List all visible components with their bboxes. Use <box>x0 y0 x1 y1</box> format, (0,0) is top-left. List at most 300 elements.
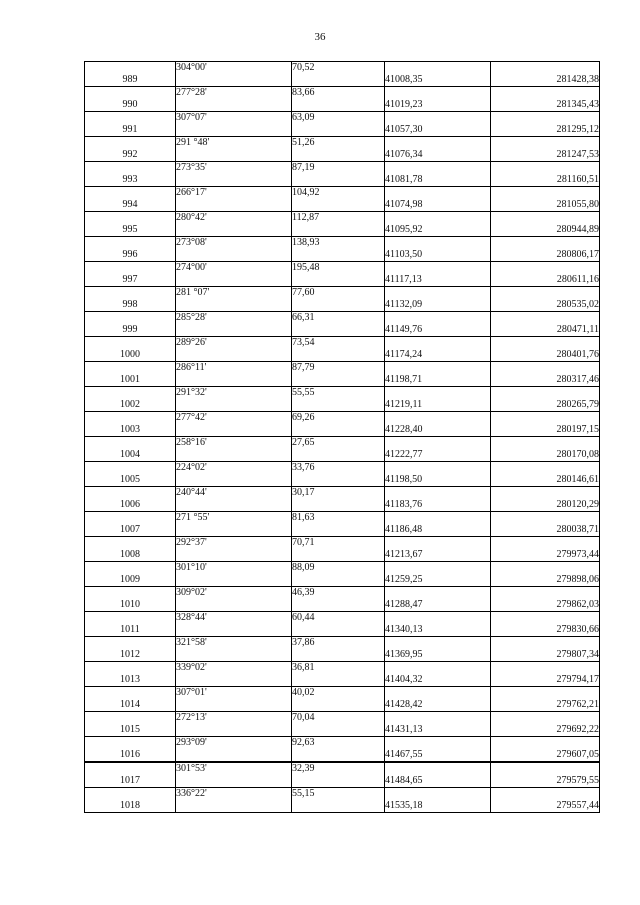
direction-angle-cell: 281 °07' <box>176 287 292 300</box>
x-coordinate-cell <box>385 337 491 350</box>
segment-row <box>85 687 600 700</box>
point-number-cell <box>85 412 176 425</box>
direction-angle-cell <box>176 549 292 562</box>
x-coordinate-cell <box>385 287 491 300</box>
distance-cell: 87,79 <box>292 362 385 375</box>
y-coordinate-cell <box>491 537 600 550</box>
distance-cell: 77,60 <box>292 287 385 300</box>
x-coordinate-cell <box>385 788 491 801</box>
point-row <box>85 99 600 112</box>
point-number-cell: 997 <box>85 274 176 287</box>
x-coordinate-cell <box>385 512 491 525</box>
segment-row <box>85 337 600 350</box>
point-row <box>85 474 600 487</box>
x-coordinate-cell: 41019,23 <box>385 99 491 112</box>
point-row <box>85 449 600 462</box>
direction-angle-cell <box>176 499 292 512</box>
point-number-cell: 1004 <box>85 449 176 462</box>
distance-cell: 195,48 <box>292 262 385 275</box>
distance-cell <box>292 149 385 162</box>
point-number-cell <box>85 212 176 225</box>
y-coordinate-cell: 279973,44 <box>491 549 600 562</box>
distance-cell <box>292 74 385 87</box>
point-row <box>85 800 600 813</box>
distance-cell: 36,81 <box>292 662 385 675</box>
point-row <box>85 749 600 762</box>
x-coordinate-cell: 41095,92 <box>385 224 491 237</box>
y-coordinate-cell: 280265,79 <box>491 399 600 412</box>
y-coordinate-cell <box>491 237 600 250</box>
x-coordinate-cell: 41081,78 <box>385 174 491 187</box>
y-coordinate-cell <box>491 687 600 700</box>
distance-cell: 32,39 <box>292 762 385 775</box>
direction-angle-cell <box>176 424 292 437</box>
x-coordinate-cell <box>385 662 491 675</box>
direction-angle-cell: 286°11' <box>176 362 292 375</box>
point-number-cell: 1013 <box>85 674 176 687</box>
direction-angle-cell: 291 °48' <box>176 137 292 150</box>
y-coordinate-cell <box>491 287 600 300</box>
distance-cell: 70,52 <box>292 62 385 75</box>
point-number-cell: 1001 <box>85 374 176 387</box>
y-coordinate-cell <box>491 162 600 175</box>
point-number-cell: 998 <box>85 299 176 312</box>
distance-cell <box>292 249 385 262</box>
point-number-cell <box>85 162 176 175</box>
point-row <box>85 649 600 662</box>
x-coordinate-cell: 41183,76 <box>385 499 491 512</box>
y-coordinate-cell <box>491 87 600 100</box>
distance-cell: 138,93 <box>292 237 385 250</box>
point-row <box>85 574 600 587</box>
y-coordinate-cell <box>491 62 600 75</box>
x-coordinate-cell <box>385 112 491 125</box>
distance-cell <box>292 499 385 512</box>
point-number-cell: 1005 <box>85 474 176 487</box>
point-row <box>85 299 600 312</box>
y-coordinate-cell: 280038,71 <box>491 524 600 537</box>
point-number-cell <box>85 137 176 150</box>
direction-angle-cell: 277°28' <box>176 87 292 100</box>
distance-cell: 70,71 <box>292 537 385 550</box>
distance-cell <box>292 524 385 537</box>
segment-row <box>85 462 600 475</box>
point-number-cell: 1010 <box>85 599 176 612</box>
direction-angle-cell: 285°28' <box>176 312 292 325</box>
direction-angle-cell: 307°07' <box>176 112 292 125</box>
point-number-cell <box>85 237 176 250</box>
distance-cell <box>292 649 385 662</box>
point-number-cell <box>85 562 176 575</box>
point-number-cell <box>85 362 176 375</box>
point-number-cell <box>85 587 176 600</box>
y-coordinate-cell <box>491 762 600 775</box>
direction-angle-cell <box>176 674 292 687</box>
distance-cell: 63,09 <box>292 112 385 125</box>
x-coordinate-cell <box>385 412 491 425</box>
x-coordinate-cell <box>385 187 491 200</box>
direction-angle-cell: 304°00' <box>176 62 292 75</box>
point-number-cell <box>85 187 176 200</box>
segment-row <box>85 762 600 775</box>
point-row <box>85 74 600 87</box>
point-number-cell: 1009 <box>85 574 176 587</box>
y-coordinate-cell <box>491 137 600 150</box>
point-number-cell: 1014 <box>85 699 176 712</box>
distance-cell <box>292 99 385 112</box>
y-coordinate-cell <box>491 187 600 200</box>
y-coordinate-cell: 279898,06 <box>491 574 600 587</box>
point-row <box>85 174 600 187</box>
point-number-cell <box>85 788 176 801</box>
direction-angle-cell <box>176 775 292 788</box>
x-coordinate-cell: 41008,35 <box>385 74 491 87</box>
direction-angle-cell: 273°35' <box>176 162 292 175</box>
point-row <box>85 524 600 537</box>
segment-row <box>85 137 600 150</box>
point-row <box>85 599 600 612</box>
x-coordinate-cell <box>385 212 491 225</box>
point-number-cell: 994 <box>85 199 176 212</box>
direction-angle-cell <box>176 574 292 587</box>
y-coordinate-cell: 281345,43 <box>491 99 600 112</box>
segment-row <box>85 87 600 100</box>
point-number-cell <box>85 462 176 475</box>
direction-angle-cell: 293°09' <box>176 737 292 750</box>
point-number-cell <box>85 437 176 450</box>
distance-cell <box>292 800 385 813</box>
distance-cell: 88,09 <box>292 562 385 575</box>
y-coordinate-cell <box>491 387 600 400</box>
distance-cell: 83,66 <box>292 87 385 100</box>
direction-angle-cell: 277°42' <box>176 412 292 425</box>
distance-cell <box>292 274 385 287</box>
y-coordinate-cell: 279579,55 <box>491 775 600 788</box>
distance-cell: 104,92 <box>292 187 385 200</box>
distance-cell <box>292 599 385 612</box>
x-coordinate-cell <box>385 237 491 250</box>
segment-row <box>85 437 600 450</box>
distance-cell <box>292 299 385 312</box>
point-number-cell: 990 <box>85 99 176 112</box>
distance-cell: 40,02 <box>292 687 385 700</box>
y-coordinate-cell <box>491 737 600 750</box>
y-coordinate-cell: 280806,17 <box>491 249 600 262</box>
segment-row <box>85 537 600 550</box>
point-row <box>85 349 600 362</box>
y-coordinate-cell <box>491 512 600 525</box>
point-number-cell <box>85 62 176 75</box>
x-coordinate-cell: 41198,50 <box>385 474 491 487</box>
x-coordinate-cell: 41198,71 <box>385 374 491 387</box>
direction-angle-cell <box>176 800 292 813</box>
y-coordinate-cell <box>491 562 600 575</box>
y-coordinate-cell <box>491 312 600 325</box>
direction-angle-cell: 309°02' <box>176 587 292 600</box>
y-coordinate-cell: 281160,51 <box>491 174 600 187</box>
point-number-cell: 1018 <box>85 800 176 813</box>
direction-angle-cell <box>176 124 292 137</box>
point-number-cell: 1016 <box>85 749 176 762</box>
page-number: 36 <box>314 31 326 43</box>
segment-row <box>85 587 600 600</box>
distance-cell <box>292 775 385 788</box>
x-coordinate-cell: 41467,55 <box>385 749 491 762</box>
x-coordinate-cell: 41259,25 <box>385 574 491 587</box>
direction-angle-cell <box>176 74 292 87</box>
x-coordinate-cell <box>385 437 491 450</box>
segment-row <box>85 162 600 175</box>
distance-cell: 46,39 <box>292 587 385 600</box>
distance-cell: 81,63 <box>292 512 385 525</box>
x-coordinate-cell <box>385 612 491 625</box>
x-coordinate-cell <box>385 387 491 400</box>
distance-cell <box>292 674 385 687</box>
x-coordinate-cell: 41149,76 <box>385 324 491 337</box>
segment-row <box>85 412 600 425</box>
direction-angle-cell <box>176 474 292 487</box>
point-number-cell: 995 <box>85 224 176 237</box>
point-row <box>85 424 600 437</box>
point-row <box>85 124 600 137</box>
y-coordinate-cell <box>491 462 600 475</box>
point-number-cell: 1017 <box>85 775 176 788</box>
x-coordinate-cell: 41369,95 <box>385 649 491 662</box>
point-number-cell: 1007 <box>85 524 176 537</box>
distance-cell <box>292 199 385 212</box>
point-row <box>85 499 600 512</box>
x-coordinate-cell <box>385 62 491 75</box>
segment-row <box>85 287 600 300</box>
point-number-cell <box>85 662 176 675</box>
coordinates-table-body <box>85 62 600 813</box>
distance-cell <box>292 399 385 412</box>
x-coordinate-cell: 41228,40 <box>385 424 491 437</box>
point-row <box>85 399 600 412</box>
segment-row <box>85 788 600 801</box>
y-coordinate-cell <box>491 112 600 125</box>
point-row <box>85 324 600 337</box>
y-coordinate-cell: 280197,15 <box>491 424 600 437</box>
segment-row <box>85 312 600 325</box>
point-number-cell <box>85 337 176 350</box>
point-row <box>85 274 600 287</box>
distance-cell: 60,44 <box>292 612 385 625</box>
direction-angle-cell: 301°10' <box>176 562 292 575</box>
x-coordinate-cell: 41288,47 <box>385 599 491 612</box>
distance-cell <box>292 224 385 237</box>
y-coordinate-cell: 281428,38 <box>491 74 600 87</box>
point-number-cell: 1012 <box>85 649 176 662</box>
x-coordinate-cell <box>385 462 491 475</box>
point-row <box>85 674 600 687</box>
segment-row <box>85 187 600 200</box>
distance-cell: 30,17 <box>292 487 385 500</box>
point-number-cell: 1006 <box>85 499 176 512</box>
direction-angle-cell <box>176 274 292 287</box>
distance-cell: 73,54 <box>292 337 385 350</box>
distance-cell <box>292 474 385 487</box>
segment-row <box>85 212 600 225</box>
y-coordinate-cell: 280146,61 <box>491 474 600 487</box>
x-coordinate-cell: 41535,18 <box>385 800 491 813</box>
x-coordinate-cell: 41074,98 <box>385 199 491 212</box>
direction-angle-cell: 291°32' <box>176 387 292 400</box>
direction-angle-cell: 301°53' <box>176 762 292 775</box>
direction-angle-cell <box>176 724 292 737</box>
direction-angle-cell: 272°13' <box>176 712 292 725</box>
y-coordinate-cell <box>491 662 600 675</box>
point-row <box>85 724 600 737</box>
point-number-cell <box>85 287 176 300</box>
coordinates-table <box>84 61 600 813</box>
point-number-cell <box>85 487 176 500</box>
direction-angle-cell: 273°08' <box>176 237 292 250</box>
distance-cell: 27,65 <box>292 437 385 450</box>
direction-angle-cell <box>176 624 292 637</box>
x-coordinate-cell: 41103,50 <box>385 249 491 262</box>
y-coordinate-cell <box>491 487 600 500</box>
distance-cell: 87,19 <box>292 162 385 175</box>
distance-cell <box>292 699 385 712</box>
y-coordinate-cell: 279557,44 <box>491 800 600 813</box>
point-number-cell: 1003 <box>85 424 176 437</box>
point-row <box>85 549 600 562</box>
direction-angle-cell <box>176 224 292 237</box>
distance-cell <box>292 574 385 587</box>
point-number-cell: 996 <box>85 249 176 262</box>
direction-angle-cell <box>176 199 292 212</box>
segment-row <box>85 737 600 750</box>
direction-angle-cell: 258°16' <box>176 437 292 450</box>
x-coordinate-cell <box>385 762 491 775</box>
distance-cell <box>292 449 385 462</box>
x-coordinate-cell: 41222,77 <box>385 449 491 462</box>
point-row <box>85 224 600 237</box>
y-coordinate-cell: 280170,08 <box>491 449 600 462</box>
y-coordinate-cell <box>491 212 600 225</box>
x-coordinate-cell <box>385 137 491 150</box>
point-number-cell: 1011 <box>85 624 176 637</box>
segment-row <box>85 62 600 75</box>
x-coordinate-cell <box>385 162 491 175</box>
direction-angle-cell: 266°17' <box>176 187 292 200</box>
point-number-cell <box>85 312 176 325</box>
point-number-cell: 1008 <box>85 549 176 562</box>
segment-row <box>85 262 600 275</box>
point-number-cell <box>85 512 176 525</box>
distance-cell <box>292 624 385 637</box>
y-coordinate-cell: 279607,05 <box>491 749 600 762</box>
distance-cell <box>292 374 385 387</box>
distance-cell <box>292 124 385 137</box>
segment-row <box>85 112 600 125</box>
y-coordinate-cell <box>491 788 600 801</box>
direction-angle-cell <box>176 99 292 112</box>
x-coordinate-cell <box>385 312 491 325</box>
point-number-cell <box>85 762 176 775</box>
direction-angle-cell <box>176 249 292 262</box>
point-number-cell <box>85 712 176 725</box>
distance-cell <box>292 424 385 437</box>
distance-cell <box>292 749 385 762</box>
direction-angle-cell: 240°44' <box>176 487 292 500</box>
point-row <box>85 699 600 712</box>
y-coordinate-cell: 279862,03 <box>491 599 600 612</box>
distance-cell: 92,63 <box>292 737 385 750</box>
point-number-cell <box>85 637 176 650</box>
distance-cell <box>292 549 385 562</box>
y-coordinate-cell: 279830,66 <box>491 624 600 637</box>
segment-row <box>85 362 600 375</box>
direction-angle-cell <box>176 699 292 712</box>
point-number-cell: 1015 <box>85 724 176 737</box>
point-number-cell: 989 <box>85 74 176 87</box>
y-coordinate-cell: 279762,21 <box>491 699 600 712</box>
direction-angle-cell <box>176 174 292 187</box>
direction-angle-cell: 328°44' <box>176 612 292 625</box>
distance-cell: 70,04 <box>292 712 385 725</box>
y-coordinate-cell: 281295,12 <box>491 124 600 137</box>
x-coordinate-cell <box>385 537 491 550</box>
y-coordinate-cell <box>491 612 600 625</box>
y-coordinate-cell: 279807,34 <box>491 649 600 662</box>
point-number-cell: 999 <box>85 324 176 337</box>
x-coordinate-cell <box>385 687 491 700</box>
segment-row <box>85 637 600 650</box>
point-row <box>85 374 600 387</box>
point-number-cell: 1000 <box>85 349 176 362</box>
point-number-cell: 992 <box>85 149 176 162</box>
point-number-cell <box>85 687 176 700</box>
x-coordinate-cell: 41404,32 <box>385 674 491 687</box>
y-coordinate-cell: 280401,76 <box>491 349 600 362</box>
x-coordinate-cell <box>385 637 491 650</box>
y-coordinate-cell: 279692,22 <box>491 724 600 737</box>
point-number-cell <box>85 387 176 400</box>
distance-cell <box>292 349 385 362</box>
x-coordinate-cell: 41132,09 <box>385 299 491 312</box>
y-coordinate-cell <box>491 712 600 725</box>
x-coordinate-cell: 41213,67 <box>385 549 491 562</box>
x-coordinate-cell <box>385 737 491 750</box>
point-number-cell <box>85 112 176 125</box>
x-coordinate-cell: 41117,13 <box>385 274 491 287</box>
direction-angle-cell: 321°58' <box>176 637 292 650</box>
x-coordinate-cell: 41076,34 <box>385 149 491 162</box>
y-coordinate-cell: 281247,53 <box>491 149 600 162</box>
y-coordinate-cell: 281055,80 <box>491 199 600 212</box>
segment-row <box>85 612 600 625</box>
point-number-cell <box>85 737 176 750</box>
x-coordinate-cell: 41174,24 <box>385 349 491 362</box>
y-coordinate-cell: 279794,17 <box>491 674 600 687</box>
x-coordinate-cell: 41219,11 <box>385 399 491 412</box>
point-number-cell: 993 <box>85 174 176 187</box>
y-coordinate-cell: 280535,02 <box>491 299 600 312</box>
segment-row <box>85 487 600 500</box>
x-coordinate-cell <box>385 87 491 100</box>
x-coordinate-cell <box>385 362 491 375</box>
y-coordinate-cell: 280611,16 <box>491 274 600 287</box>
direction-angle-cell: 336°22' <box>176 788 292 801</box>
direction-angle-cell: 289°26' <box>176 337 292 350</box>
y-coordinate-cell <box>491 412 600 425</box>
point-row <box>85 249 600 262</box>
direction-angle-cell: 339°02' <box>176 662 292 675</box>
distance-cell <box>292 174 385 187</box>
direction-angle-cell: 271 °55' <box>176 512 292 525</box>
